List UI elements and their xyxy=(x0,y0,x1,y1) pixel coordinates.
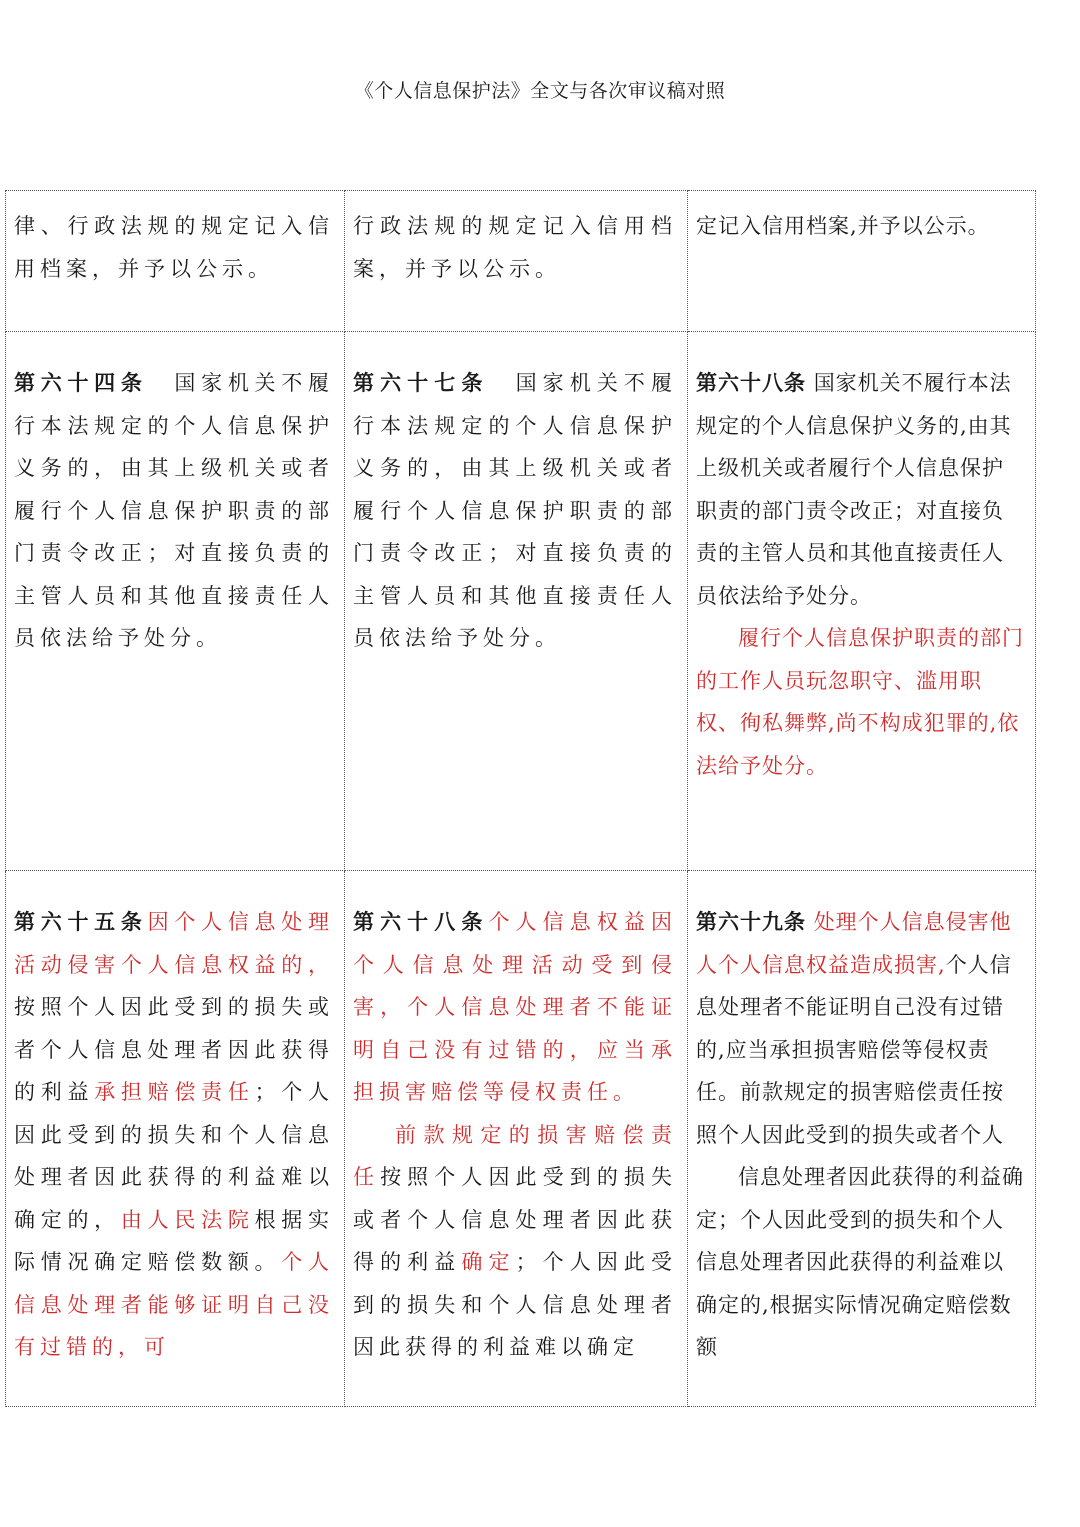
changed-text: 承担赔偿责任 xyxy=(94,1080,255,1104)
article-text: 按照个人因此受到的损失或者个人信息处理者因此获得的利益 xyxy=(14,995,334,1104)
changed-text: 前款规定的损害赔偿责任 xyxy=(353,1122,677,1189)
changed-text: 由人民法院 xyxy=(120,1207,255,1232)
table-row xyxy=(6,191,1036,332)
article-heading: 第六十四条 xyxy=(14,370,148,395)
changed-text: 确定 xyxy=(461,1250,516,1274)
table-row xyxy=(6,332,1036,871)
article-heading: 第六十八条 xyxy=(696,370,806,395)
article-paragraph: 信息处理者因此获得的利益确定；个人因此受到的损失和个人信息处理者因此获得的利益难以确定的,根据实际情况确定赔偿数额 xyxy=(696,1165,1024,1359)
changed-text: 个人信息处理者能够证明自己没有过错的，可 xyxy=(14,1250,335,1359)
article-text: 国家机关不履行本法规定的个人信息保护义务的，由其上级机关或者履行个人信息保护职责的部门责令改正；对直接负责的主管人员和其他直接责任人员依法给予处分。 xyxy=(14,371,335,650)
article-heading: 第六十九条 xyxy=(696,909,806,934)
comparison-table xyxy=(5,190,1036,1407)
added-paragraph: 履行个人信息保护职责的部门的工作人员玩忽职守、滥用职权、徇私舞弊,尚不构成犯罪的,依法给予处分。 xyxy=(696,626,1024,778)
table-cell: 律、行政法规的规定记入信用档案，并予以公示。 xyxy=(6,191,345,332)
article-text: 个人信息处理者不能证明自己没有过错的,应当承担损害赔偿等侵权责任。前款规定的损害赔偿责任按照个人因此受到的损失或者个人 xyxy=(696,952,1012,1147)
table-cell xyxy=(6,871,345,1407)
table-cell xyxy=(688,332,1036,871)
document-title: 《个人信息保护法》全文与各次审议稿对照 xyxy=(354,80,726,102)
article-heading: 第六十七条 xyxy=(353,370,489,395)
article-text: ；个人因此受到的损失和个人信息处理者因此获得的利益难以确定 xyxy=(353,1250,678,1359)
table-cell xyxy=(345,332,688,871)
changed-text: 个人信息权益因个人信息处理活动受到侵害，个人信息处理者不能证明自己没有过错的，应当承担损害赔偿等侵权责任。 xyxy=(353,910,678,1104)
heading-gap xyxy=(488,371,515,395)
changed-text: 因个人信息处理活动侵害个人信息权益的， xyxy=(14,910,335,977)
article-text: 按照个人因此受到的损失或者个人信息处理者因此获得的利益 xyxy=(353,1165,678,1274)
article-text: 根据实际情况确定赔偿数额。 xyxy=(14,1207,335,1274)
article-text: 国家机关不履行本法规定的个人信息保护义务的,由其上级机关或者履行个人信息保护职责的部门责令改正；对直接负责的主管人员和其他直接责任人员依法给予处分。 xyxy=(696,371,1012,608)
article-heading: 第六十五条 xyxy=(14,909,148,934)
article-text: 国家机关不履行本法规定的个人信息保护义务的，由其上级机关或者履行个人信息保护职责的部门责令改正；对直接负责的主管人员和其他直接责任人员依法给予处分。 xyxy=(353,371,678,650)
table-cell: 行政法规的规定记入信用档案，并予以公示。 xyxy=(345,191,688,332)
table-cell: 定记入信用档案,并予以公示。 xyxy=(688,191,1036,332)
article-heading: 第六十八条 xyxy=(353,909,489,934)
article-text: ；个人因此受到的损失和个人信息处理者因此获得的利益难以确定的， xyxy=(14,1080,335,1232)
table-cell xyxy=(345,871,688,1407)
table-cell xyxy=(688,871,1036,1407)
table-row xyxy=(6,871,1036,1407)
changed-text: 处理个人信息侵害他人个人信息权益造成损害, xyxy=(696,910,1012,977)
heading-gap xyxy=(148,371,175,395)
table-cell xyxy=(6,332,345,871)
